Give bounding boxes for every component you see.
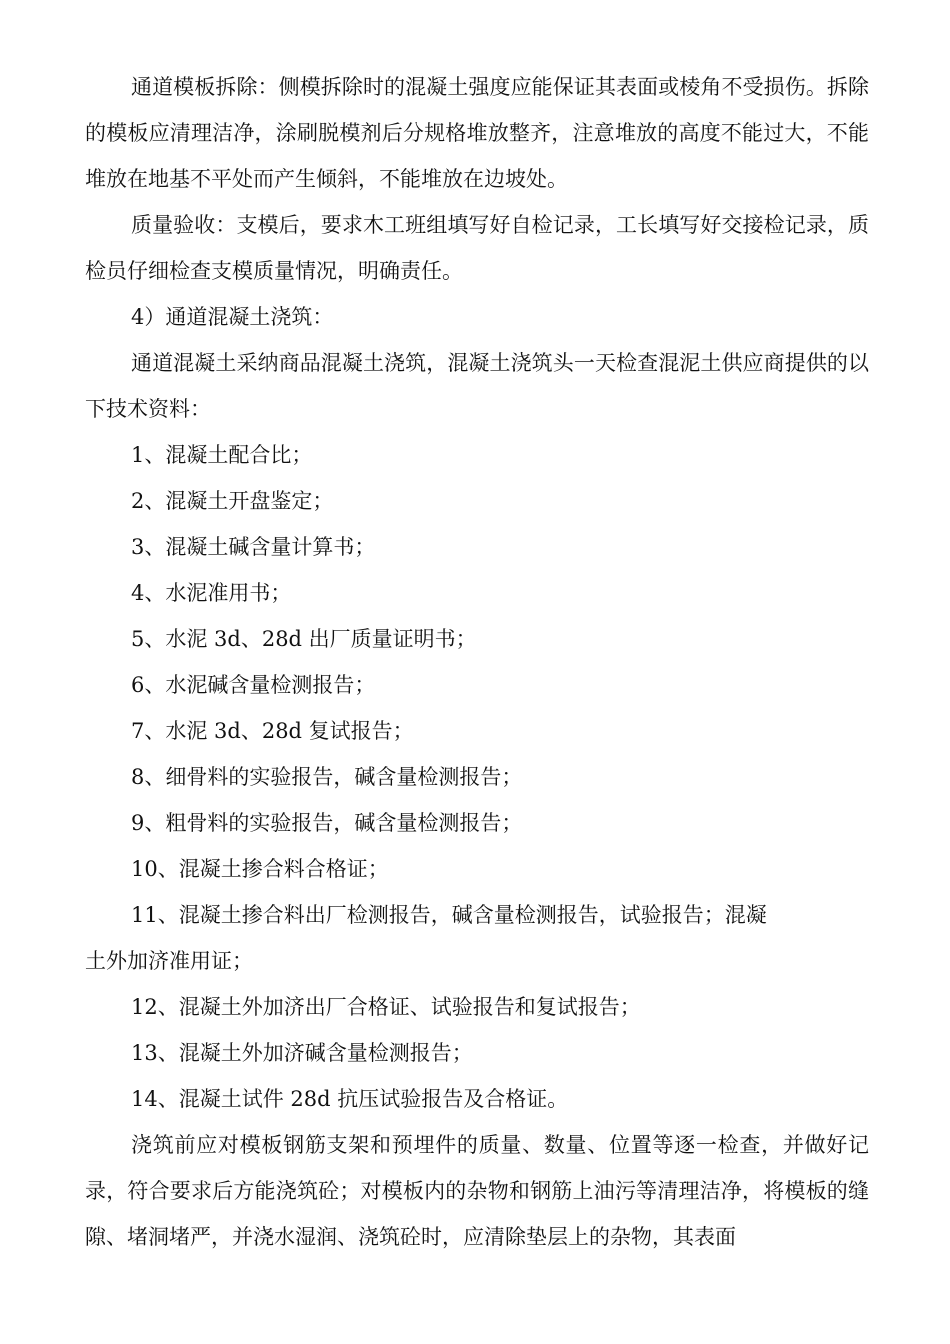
list-item: 12、混凝土外加济出厂合格证、试验报告和复试报告； xyxy=(131,995,641,1019)
list-item: 7、水泥 3d、28d 复试报告； xyxy=(131,719,414,743)
list-item: 10、混凝土掺合料合格证； xyxy=(131,857,389,881)
paragraph-pre-pour-inspection: 浇筑前应对模板钢筋支架和预埋件的质量、数量、位置等逐一检查，并做好记录，符合要求后方能浇筑砼；对模板内的杂物和钢筋上油污等清理洁净，将模板的缝隙、堵洞堵严，并浇水湿润、浇筑砼时，应清除垫层上的杂物，其表面 xyxy=(85,1133,869,1249)
list-item: 13、混凝土外加济碱含量检测报告； xyxy=(131,1041,473,1065)
list-item-continuation: 土外加济准用证； xyxy=(85,949,253,973)
paragraph-quality-acceptance: 质量验收：支模后，要求木工班组填写好自检记录，工长填写好交接检记录，质检员仔细检查支模质量情况，明确责任。 xyxy=(85,213,869,283)
list-item: 11、混凝土掺合料出厂检测报告，碱含量检测报告，试验报告；混凝 xyxy=(131,903,767,927)
technical-documents-list xyxy=(85,432,869,1122)
list-item: 4、水泥准用书； xyxy=(131,581,292,605)
paragraph-commercial-concrete: 通道混凝土采纳商品混凝土浇筑，混凝土浇筑头一天检查混泥土供应商提供的以下技术资料： xyxy=(85,351,869,421)
section-heading-concrete-pouring: 4）通道混凝土浇筑： xyxy=(131,305,334,329)
list-item: 2、混凝土开盘鉴定； xyxy=(131,489,334,513)
list-item: 3、混凝土碱含量计算书； xyxy=(131,535,376,559)
list-item: 14、混凝土试件 28d 抗压试验报告及合格证。 xyxy=(131,1087,569,1111)
list-item: 1、混凝土配合比； xyxy=(131,443,313,467)
list-item: 6、水泥碱含量检测报告； xyxy=(131,673,376,697)
list-item: 5、水泥 3d、28d 出厂质量证明书； xyxy=(131,627,477,651)
document-body xyxy=(85,64,869,1260)
paragraph-formwork-removal: 通道模板拆除：侧模拆除时的混凝土强度应能保证其表面或棱角不受损伤。拆除的模板应清理洁净，涂刷脱模剂后分规格堆放整齐，注意堆放的高度不能过大，不能堆放在地基不平处而产生倾斜，不能堆放在边坡处。 xyxy=(85,75,869,191)
list-item: 8、细骨料的实验报告，碱含量检测报告； xyxy=(131,765,523,789)
list-item: 9、粗骨料的实验报告，碱含量检测报告； xyxy=(131,811,523,835)
